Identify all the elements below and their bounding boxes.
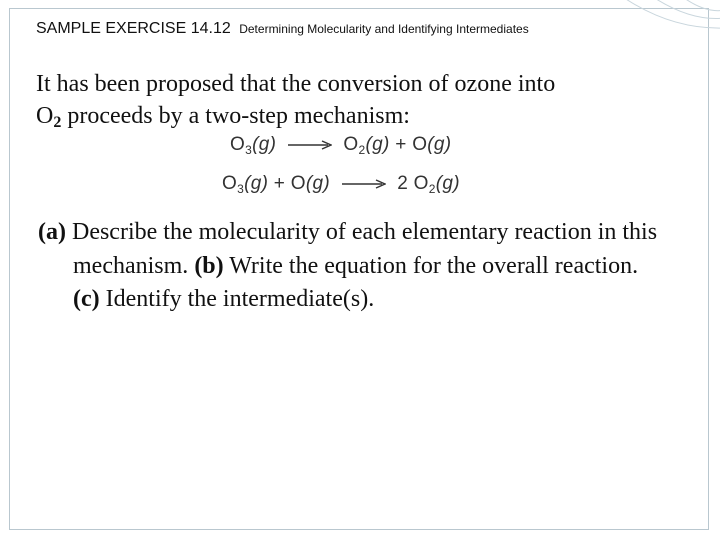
- intro-paragraph: [36, 68, 676, 132]
- slide-header: [36, 20, 529, 38]
- reaction-arrow-icon: [288, 140, 332, 150]
- eq2-reactant-1: O: [222, 173, 238, 194]
- eq2-product: O: [413, 173, 429, 194]
- part-c-label: (c): [73, 286, 100, 312]
- part-a-text: Describe the molecularity of each elementary reaction in this mechanism.: [65, 219, 658, 279]
- eq2-coefficient: 2: [397, 173, 409, 194]
- part-b-label: (b): [194, 252, 224, 279]
- eq2-plus: +: [273, 173, 286, 194]
- part-c-text: Identify the intermediate(s).: [99, 286, 375, 312]
- eq1-plus: +: [395, 134, 407, 155]
- eq1-product-2: O: [412, 134, 428, 155]
- corner-decoration: [580, 0, 720, 60]
- eq1-reactant: O: [230, 134, 246, 155]
- eq1-product-1: O: [343, 134, 359, 155]
- equation-step-2: [222, 173, 460, 195]
- equation-step-1: [230, 134, 451, 156]
- intro-o-symbol: O: [36, 103, 54, 129]
- eq2-reactant-1-state: (g): [244, 173, 269, 194]
- eq2-reactant-1-subscript: 3: [237, 182, 245, 196]
- eq2-product-subscript: 2: [428, 182, 436, 196]
- intro-line-2: proceeds by a two-step mechanism:: [61, 103, 410, 129]
- eq1-reactant-state: (g): [252, 134, 277, 155]
- exercise-subtitle: Determining Molecularity and Identifying Intermediates: [239, 22, 529, 36]
- eq1-product-1-subscript: 2: [358, 143, 366, 157]
- eq1-product-2-state: (g): [427, 134, 452, 155]
- reaction-arrow-icon: [342, 179, 386, 189]
- question-text: [38, 216, 658, 317]
- eq1-reactant-subscript: 3: [245, 143, 253, 157]
- eq2-product-state: (g): [435, 173, 460, 194]
- exercise-title: SAMPLE EXERCISE 14.12: [36, 20, 231, 37]
- eq1-product-1-state: (g): [365, 134, 390, 155]
- intro-o-subscript: 2: [53, 114, 62, 131]
- eq2-reactant-2-state: (g): [305, 173, 331, 194]
- part-a-label: (a): [38, 219, 66, 245]
- question-paragraph: [38, 216, 658, 317]
- intro-line-1: It has been proposed that the conversion of ozone into: [36, 71, 556, 97]
- eq2-reactant-2: O: [290, 173, 306, 194]
- part-b-text: Write the equation for the overall reaction.: [223, 252, 639, 279]
